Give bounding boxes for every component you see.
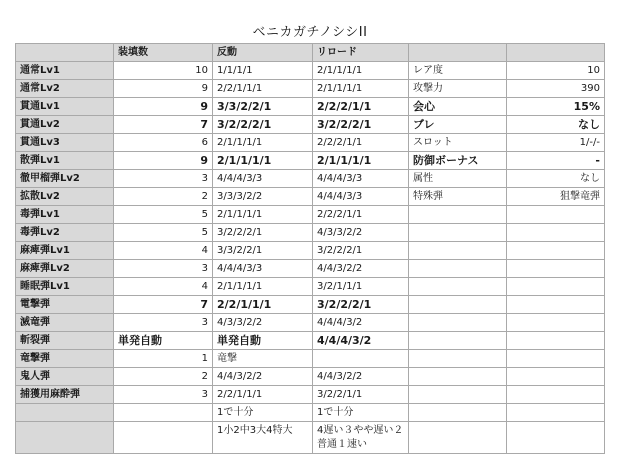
table-cell: 防御ボーナス — [409, 152, 507, 170]
table-cell: 2 — [114, 188, 213, 206]
table-cell: 会心 — [409, 98, 507, 116]
table-row — [16, 62, 605, 80]
header-cell — [16, 44, 114, 62]
table-cell: 電撃弾 — [16, 296, 114, 314]
table-cell: 2/2/2/1/1 — [313, 206, 409, 224]
table-cell: 3/2/2/2/1 — [313, 296, 409, 314]
table-cell: 3/2/2/2/1 — [213, 116, 313, 134]
table-cell: 3/3/2/2/1 — [213, 98, 313, 116]
table-cell: 2/1/1/1/1 — [313, 62, 409, 80]
table-cell: 属性 — [409, 170, 507, 188]
table-cell: 2/1/1/1/1 — [213, 278, 313, 296]
table-row — [16, 80, 605, 98]
table-cell: 貫通Lv3 — [16, 134, 114, 152]
table-cell: 4/4/4/3/2 — [313, 314, 409, 332]
table-cell — [507, 314, 605, 332]
table-cell: 9 — [114, 98, 213, 116]
table-cell: 毒弾Lv2 — [16, 224, 114, 242]
table-cell: - — [507, 152, 605, 170]
table-cell: 3 — [114, 170, 213, 188]
table-cell — [409, 224, 507, 242]
table-cell: スロット — [409, 134, 507, 152]
table-cell — [409, 260, 507, 278]
table-cell: 4/4/3/2/2 — [313, 260, 409, 278]
table-cell: 5 — [114, 224, 213, 242]
table-cell: 3/2/2/2/1 — [313, 242, 409, 260]
table-cell: 15% — [507, 98, 605, 116]
table-cell — [507, 332, 605, 350]
table-cell: 2 — [114, 368, 213, 386]
table-cell — [409, 242, 507, 260]
table-cell: 1小2中3大4特大 — [213, 422, 313, 454]
table-cell: 2/1/1/1/1 — [313, 152, 409, 170]
page-title: ベニカガチノシシII — [252, 25, 368, 40]
table-cell — [507, 350, 605, 368]
table-cell: ブレ — [409, 116, 507, 134]
table-cell: 4/4/4/3/3 — [313, 188, 409, 206]
table-cell — [409, 278, 507, 296]
table-cell: レア度 — [409, 62, 507, 80]
table-cell — [114, 404, 213, 422]
table-cell: 4/4/4/3/3 — [313, 170, 409, 188]
table-cell: 10 — [114, 62, 213, 80]
table-cell: 攻撃力 — [409, 80, 507, 98]
table-row — [16, 404, 605, 422]
table-row — [16, 386, 605, 404]
table-cell: 麻痺弾Lv1 — [16, 242, 114, 260]
table-cell: 1 — [114, 350, 213, 368]
table-cell: 2/1/1/1/1 — [213, 152, 313, 170]
table-cell: 10 — [507, 62, 605, 80]
table-row — [16, 332, 605, 350]
table-cell: 斬裂弾 — [16, 332, 114, 350]
table-cell — [409, 206, 507, 224]
table-cell: 7 — [114, 296, 213, 314]
header-cell: 反動 — [213, 44, 313, 62]
table-cell: 4 — [114, 242, 213, 260]
table-cell — [507, 404, 605, 422]
legend-row — [16, 422, 605, 454]
table-cell: 3/3/3/2/2 — [213, 188, 313, 206]
table-row — [16, 98, 605, 116]
table-cell — [313, 350, 409, 368]
table-cell: 2/1/1/1/1 — [213, 134, 313, 152]
table-cell: 2/2/1/1/1 — [213, 80, 313, 98]
table-cell: 4/4/4/3/3 — [213, 170, 313, 188]
table-cell: 3/3/2/2/1 — [213, 242, 313, 260]
table-cell: 2/2/2/1/1 — [313, 134, 409, 152]
table-cell — [507, 242, 605, 260]
table-cell: 3/2/2/2/1 — [313, 116, 409, 134]
table-cell: 竜撃 — [213, 350, 313, 368]
table-cell: 毒弾Lv1 — [16, 206, 114, 224]
table-row — [16, 188, 605, 206]
table-cell — [507, 206, 605, 224]
table-row — [16, 116, 605, 134]
table-cell — [409, 314, 507, 332]
table-cell: 麻痺弾Lv2 — [16, 260, 114, 278]
table-cell: 鬼人弾 — [16, 368, 114, 386]
header-row — [16, 44, 605, 62]
table-cell: 390 — [507, 80, 605, 98]
table-cell: 単発自動 — [213, 332, 313, 350]
table-cell: 2/2/1/1/1 — [213, 386, 313, 404]
table-cell: 3/2/1/1/1 — [313, 278, 409, 296]
table-cell — [409, 350, 507, 368]
table-cell: 徹甲榴弾Lv2 — [16, 170, 114, 188]
weapon-stats-table — [15, 43, 605, 454]
header-cell: 装填数 — [114, 44, 213, 62]
table-cell: 9 — [114, 80, 213, 98]
table-cell: 6 — [114, 134, 213, 152]
table-cell: 1/-/- — [507, 134, 605, 152]
table-cell: 4遅い３やや遅い２普通１速い — [313, 422, 409, 454]
table-cell: 4/4/4/3/3 — [213, 260, 313, 278]
table-cell: 3 — [114, 314, 213, 332]
table-cell: 睡眠弾Lv1 — [16, 278, 114, 296]
table-cell: 2/2/2/1/1 — [313, 98, 409, 116]
table-cell — [507, 386, 605, 404]
table-cell: 2/1/1/1/1 — [313, 80, 409, 98]
table-cell: なし — [507, 170, 605, 188]
table-cell: 3/2/2/2/1 — [213, 224, 313, 242]
table-cell: 2/2/1/1/1 — [213, 296, 313, 314]
table-cell: なし — [507, 116, 605, 134]
table-cell — [16, 404, 114, 422]
header-cell — [409, 44, 507, 62]
table-row — [16, 170, 605, 188]
table-cell — [507, 260, 605, 278]
table-cell: 4/4/3/2/2 — [213, 368, 313, 386]
table-cell — [409, 332, 507, 350]
table-cell: 拡散Lv2 — [16, 188, 114, 206]
table-cell: 狙撃竜弾 — [507, 188, 605, 206]
table-cell: 3/2/2/1/1 — [313, 386, 409, 404]
table-cell: 4/3/3/2/2 — [313, 224, 409, 242]
table-cell: 捕獲用麻酔弾 — [16, 386, 114, 404]
table-row — [16, 314, 605, 332]
table-cell: 1/1/1/1 — [213, 62, 313, 80]
table-cell — [409, 368, 507, 386]
table-cell — [507, 224, 605, 242]
table-cell: 4/4/4/3/2 — [313, 332, 409, 350]
table-cell — [409, 422, 507, 454]
table-cell — [507, 422, 605, 454]
table-cell: 1で十分 — [313, 404, 409, 422]
table-row — [16, 242, 605, 260]
table-cell: 通常Lv2 — [16, 80, 114, 98]
table-cell: 7 — [114, 116, 213, 134]
header-cell: リロード — [313, 44, 409, 62]
table-row — [16, 368, 605, 386]
table-cell: 特殊弾 — [409, 188, 507, 206]
table-cell: 2/1/1/1/1 — [213, 206, 313, 224]
table-cell: 3 — [114, 260, 213, 278]
table-cell — [409, 386, 507, 404]
table-row — [16, 134, 605, 152]
table-cell — [16, 422, 114, 454]
table-row — [16, 350, 605, 368]
table-row — [16, 206, 605, 224]
table-cell — [507, 368, 605, 386]
table-cell: 単発自動 — [114, 332, 213, 350]
table-cell: 貫通Lv1 — [16, 98, 114, 116]
table-cell: 4/4/3/2/2 — [313, 368, 409, 386]
table-row — [16, 278, 605, 296]
table-row — [16, 152, 605, 170]
table-cell: 貫通Lv2 — [16, 116, 114, 134]
table-row — [16, 224, 605, 242]
table-cell — [409, 296, 507, 314]
table-cell: 3 — [114, 386, 213, 404]
table-row — [16, 296, 605, 314]
table-cell: 滅竜弾 — [16, 314, 114, 332]
header-cell — [507, 44, 605, 62]
table-cell — [409, 404, 507, 422]
table-cell: 竜撃弾 — [16, 350, 114, 368]
table-cell — [507, 278, 605, 296]
table-cell: 4/3/3/2/2 — [213, 314, 313, 332]
table-cell: 通常Lv1 — [16, 62, 114, 80]
table-cell: 4 — [114, 278, 213, 296]
table-cell: 5 — [114, 206, 213, 224]
table-cell — [114, 422, 213, 454]
table-cell: 9 — [114, 152, 213, 170]
table-cell — [507, 296, 605, 314]
table-cell: 散弾Lv1 — [16, 152, 114, 170]
table-cell: 1で十分 — [213, 404, 313, 422]
table-row — [16, 260, 605, 278]
